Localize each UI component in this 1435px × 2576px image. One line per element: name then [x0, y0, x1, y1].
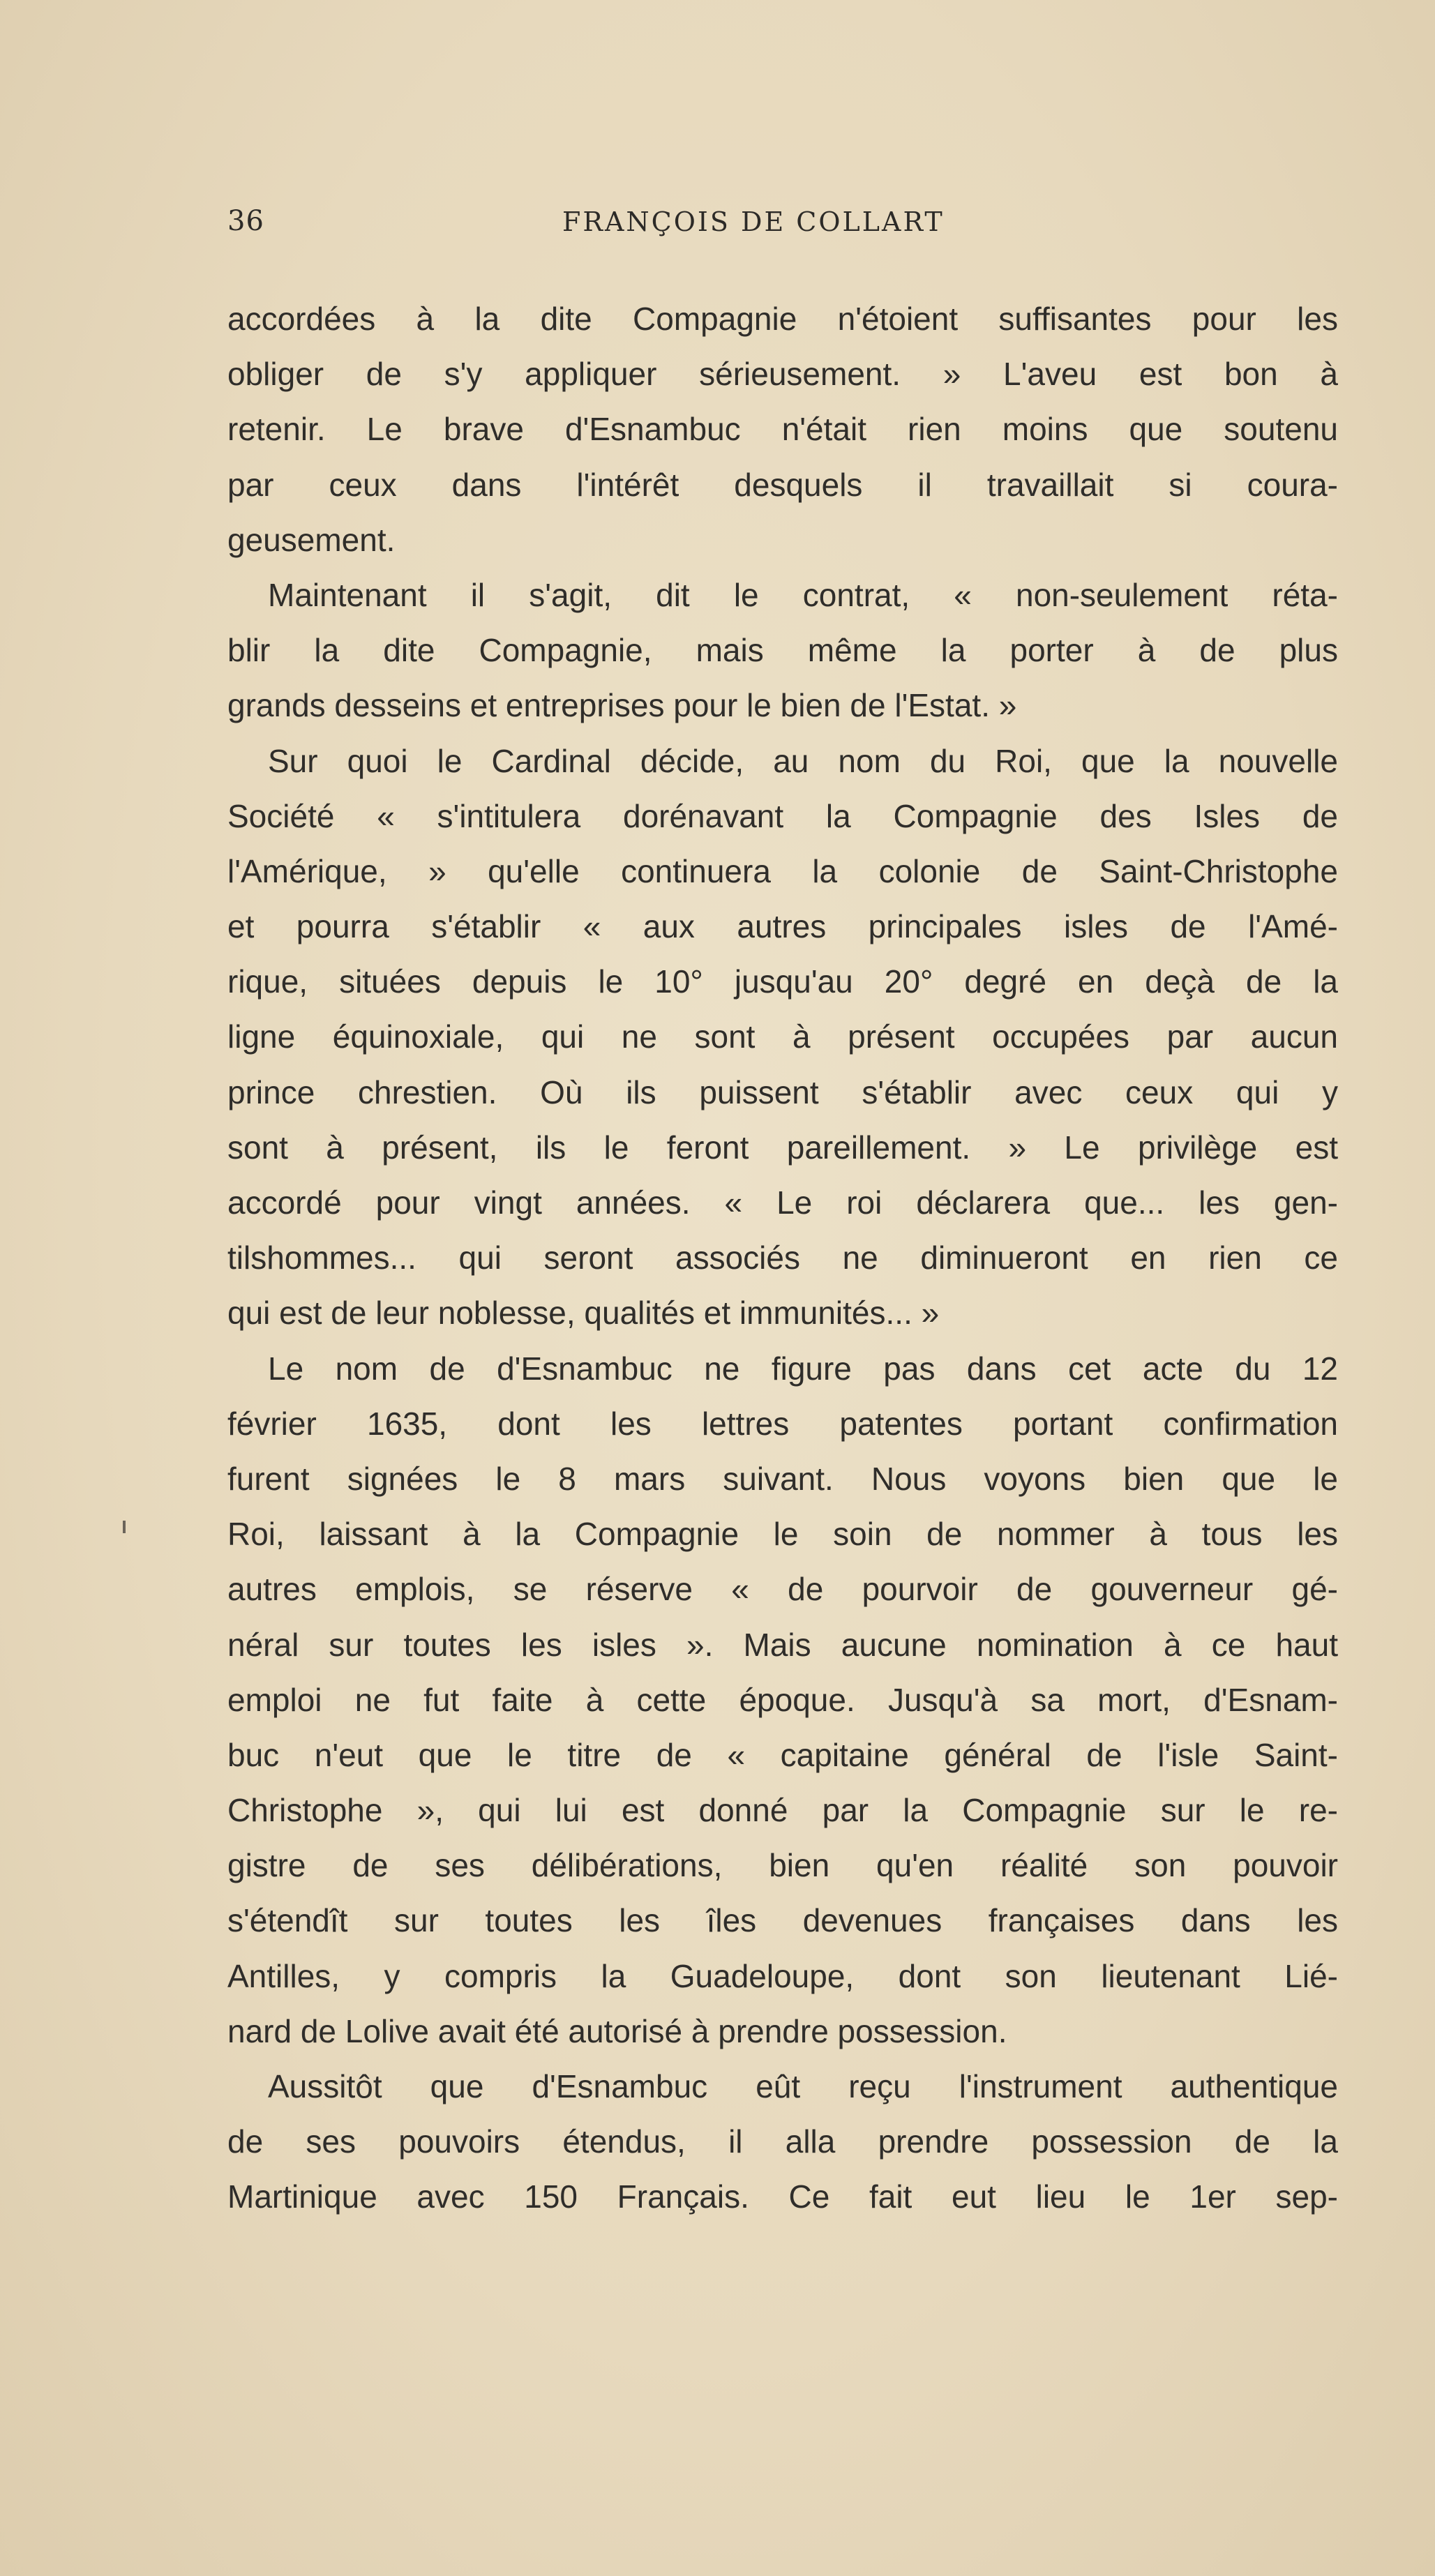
text-line: Aussitôt que d'Esnambuc eût reçu l'instrument authentique [268, 2068, 1338, 2104]
text-line: Antilles, y compris la Guadeloupe, dont son lieutenant Lié- [227, 1957, 1338, 1994]
text-line: sont à présent, ils le feront pareillement. » Le privilège est [227, 1129, 1338, 1166]
page-header [227, 197, 1344, 246]
text-line: rique, situées depuis le 10° jusqu'au 20° degré en deçà de la [227, 963, 1338, 1000]
page-number: 36 [227, 205, 264, 237]
text-line: furent signées le 8 mars suivant. Nous voyons bien que le [227, 1460, 1338, 1497]
text-line: prince chrestien. Où ils puissent s'établir avec ceux qui y [227, 1074, 1338, 1110]
text-line: geusement. [227, 521, 396, 558]
text-line: autres emplois, se réserve « de pourvoir de gouverneur gé- [227, 1571, 1338, 1608]
text-line: gistre de ses délibérations, bien qu'en réalité son pouvoir [227, 1847, 1338, 1884]
text-line: accordé pour vingt années. « Le roi déclarera que... les gen- [227, 1184, 1338, 1221]
text-line: retenir. Le brave d'Esnambuc n'était rien moins que soutenu [227, 411, 1338, 448]
text-line: et pourra s'établir « aux autres principales isles de l'Amé- [227, 908, 1338, 945]
text-line: Roi, laissant à la Compagnie le soin de nommer à tous les [227, 1516, 1338, 1553]
text-line: Christophe », qui lui est donné par la Compagnie sur le re- [227, 1792, 1338, 1829]
text-line: buc n'eut que le titre de « capitaine général de l'isle Saint- [227, 1736, 1338, 1773]
body-text [227, 292, 1338, 2225]
text-line: ligne équinoxiale, qui ne sont à présent occupées par aucun [227, 1018, 1338, 1055]
text-line: Maintenant il s'agit, dit le contrat, « non-seulement réta- [268, 576, 1338, 613]
text-line: qui est de leur noblesse, qualités et immunités... » [227, 1295, 940, 1332]
text-line: s'étendît sur toutes les îles devenues françaises dans les [227, 1902, 1338, 1939]
text-line: obliger de s'y appliquer sérieusement. » L'aveu est bon à [227, 356, 1338, 393]
text-line: Sur quoi le Cardinal décide, au nom du Roi, que la nouvelle [268, 742, 1338, 779]
text-line: l'Amérique, » qu'elle continuera la colonie de Saint-Christophe [227, 852, 1338, 889]
text-line: février 1635, dont les lettres patentes portant confirmation [227, 1405, 1338, 1442]
text-line: emploi ne fut faite à cette époque. Jusqu'à sa mort, d'Esnam- [227, 1681, 1338, 1718]
margin-mark [123, 1521, 126, 1533]
text-line: Le nom de d'Esnambuc ne figure pas dans cet acte du 12 [268, 1350, 1338, 1387]
text-line: accordées à la dite Compagnie n'étoient suffisantes pour les [227, 301, 1338, 337]
text-line: par ceux dans l'intérêt desquels il travaillait si coura- [227, 466, 1338, 503]
text-line: tilshommes... qui seront associés ne diminueront en rien ce [227, 1240, 1338, 1276]
text-line: blir la dite Compagnie, mais même la porter à de plus [227, 632, 1338, 669]
text-line: Martinique avec 150 Français. Ce fait eut lieu le 1er sep- [227, 2178, 1338, 2215]
running-title: FRANÇOIS DE COLLART [562, 206, 945, 237]
text-line: grands desseins et entreprises pour le bien de l'Estat. » [227, 687, 1017, 724]
text-line: de ses pouvoirs étendus, il alla prendre possession de la [227, 2123, 1338, 2160]
text-line: nard de Lolive avait été autorisé à prendre possession. [227, 2012, 1007, 2049]
text-line: Société « s'intitulera dorénavant la Compagnie des Isles de [227, 797, 1338, 834]
text-line: néral sur toutes les isles ». Mais aucune nomination à ce haut [227, 1626, 1338, 1663]
